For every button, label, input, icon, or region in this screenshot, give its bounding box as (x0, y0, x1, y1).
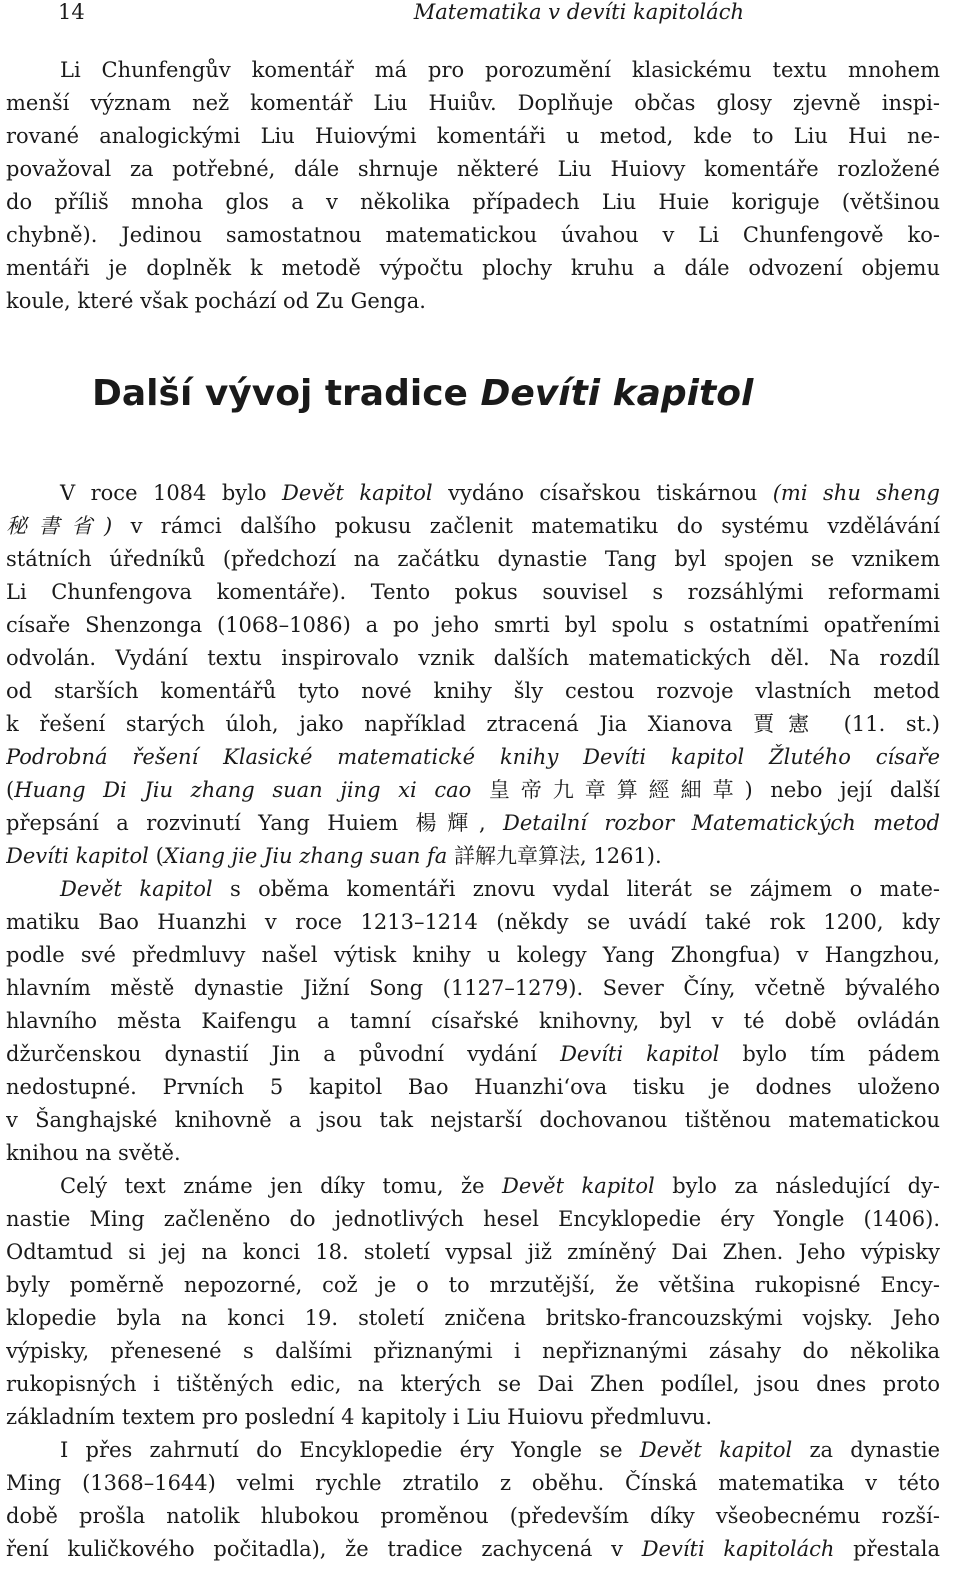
text-line (6, 1170, 940, 1203)
text-line: knihou na světě. (6, 1141, 181, 1165)
paragraph-4 (6, 1434, 940, 1566)
text-run: 皇帝九章算經細草) nebo její další (471, 778, 940, 802)
text-line: klopedie byla na konci 19. století zničena britsko-francouzskými vojsky. Jeho (6, 1306, 940, 1330)
paragraph-1 (6, 477, 940, 873)
text-line: byly poměrně nepozorné, což je o to mrzutější, že většina rukopisné Ency- (6, 1273, 940, 1297)
text-line: menší význam než komentář Liu Huiův. Doplňuje občas glosy zjevně inspi- (6, 91, 940, 115)
text-line: základním textem pro poslední 4 kapitoly i Liu Huiovu předmluvu. (6, 1405, 713, 1429)
italic-term: (mi shu sheng (772, 481, 940, 505)
running-header (6, 0, 940, 30)
text-run: Celý text známe jen díky tomu, že (60, 1174, 503, 1198)
text-run: přestala (834, 1537, 940, 1561)
chinese-term: 秘書省) (6, 514, 113, 538)
text-line: rukopisných i tištěných edic, na kterých se Dai Zhen podílel, jsou dnes proto (6, 1372, 940, 1396)
text-line (6, 477, 940, 510)
text-run: bylo za následující dy- (654, 1174, 940, 1198)
text-run: za dynastie (792, 1438, 940, 1462)
text-line: císaře Shenzonga (1068–1086) a po jeho smrti byl spolu s ostatními opatřeními (6, 613, 940, 637)
text-line: hlavním městě dynastie Jižní Song (1127–1279). Sever Číny, včetně bývalého (6, 976, 940, 1000)
paragraph-3 (6, 1170, 940, 1434)
text-line: do příliš mnoha glos a v několika případech Liu Huie koriguje (většinou (6, 190, 940, 214)
text-run: I přes zahrnutí do Encyklopedie éry Yongle se (60, 1438, 640, 1462)
text-line: od starších komentářů tyto nové knihy šly cestou rozvoje vlastních metod (6, 679, 940, 703)
text-run: přepsání a rozvinutí Yang Huiem 楊輝, (6, 811, 504, 835)
text-line (6, 807, 940, 840)
text-line (6, 873, 940, 906)
text-line: Odtamtud si jej na konci 18. století vypsal již zmíněný Dai Zhen. Jeho výpisky (6, 1240, 940, 1264)
italic-title: Devět kapitol (60, 877, 213, 901)
text-line: Podrobná řešení Klasické matematické knihy Devíti kapitol Žlutého císaře (6, 745, 940, 769)
text-run: v rámci dalšího pokusu začlenit matematiku do systému vzdělávání (112, 514, 940, 538)
section-heading (92, 373, 952, 414)
text-line: považoval za potřebné, dále shrnuje některé Liu Huiovy komentáře rozložené (6, 157, 940, 181)
italic-title: Devíti kapitol (560, 1042, 720, 1066)
italic-term: Huang Di Jiu zhang suan jing xi cao (14, 778, 472, 802)
text-run: 詳解九章算法, 1261). (447, 844, 662, 868)
italic-title: Devět kapitol (281, 481, 433, 505)
text-line: nastie Ming začleněno do jednotlivých hesel Encyklopedie éry Yongle (1406). (6, 1207, 940, 1231)
italic-term: Xiang jie Jiu zhang suan fa (163, 844, 448, 868)
text-run: ření kuličkového počitadla), že tradice zachycená v (6, 1537, 642, 1561)
italic-title: Devíti kapitol (6, 844, 149, 868)
italic-title: Detailní rozbor Matematických metod (503, 811, 940, 835)
text-line (6, 840, 940, 873)
italic-title: Devět kapitol (502, 1174, 655, 1198)
text-run: bylo tím pádem (719, 1042, 940, 1066)
page-number: 14 (58, 0, 85, 24)
text-line: hlavního města Kaifengu a tamní císařské knihovny, byl v té době ovládán (6, 1009, 940, 1033)
text-line (6, 1533, 940, 1566)
text-line: koule, které však pochází od Zu Genga. (6, 289, 426, 313)
text-line: státních úředníků (předchozí na začátku dynastie Tang byl spojen se vznikem (6, 547, 940, 571)
text-line: chybně). Jedinou samostatnou matematickou úvahou v Li Chunfengově ko- (6, 223, 940, 247)
text-run: džurčenskou dynastií Jin a původní vydání (6, 1042, 561, 1066)
text-line: v Šanghajské knihovně a jsou tak nejstarší dochovanou tištěnou matematickou (6, 1108, 940, 1132)
text-line: Ming (1368–1644) velmi rychle ztratilo z oběhu. Čínská matematika v této (6, 1471, 940, 1495)
text-line: mentáři je doplněk k metodě výpočtu plochy kruhu a dále odvození objemu (6, 256, 940, 280)
text-line: nedostupné. Prvních 5 kapitol Bao Huanzhi‘ova tisku je dodnes uloženo (6, 1075, 940, 1099)
text-run: ( (6, 778, 15, 802)
text-line: Li Chunfengův komentář má pro porozumění klasickému textu mnohem (60, 58, 940, 82)
text-line: odvolán. Vydání textu inspirovalo vznik dalších matematických děl. Na rozdíl (6, 646, 940, 670)
section-heading-italic: Devíti kapitol (480, 373, 754, 414)
text-run: V roce 1084 bylo (60, 481, 282, 505)
book-title: Matematika v devíti kapitolách (413, 0, 744, 24)
text-line: době prošla natolik hlubokou proměnou (především díky všeobecnému rozší- (6, 1504, 940, 1528)
intro-paragraph (6, 54, 940, 318)
text-line: podle své předmluvy našel výtisk knihy u kolegy Yang Zhongfua) v Hangzhou, (6, 943, 940, 967)
paragraph-2 (6, 873, 940, 1170)
text-line (6, 510, 940, 543)
text-line (6, 1434, 940, 1467)
italic-title: Devíti kapitolách (641, 1537, 835, 1561)
text-run: s oběma komentáři znovu vydal literát se zájmem o mate- (212, 877, 940, 901)
text-run: vydáno císařskou tiskárnou (432, 481, 773, 505)
text-run: ( (148, 844, 164, 868)
text-line: Li Chunfengova komentáře). Tento pokus souvisel s rozsáhlými reformami (6, 580, 940, 604)
text-line: rované analogickými Liu Huiovými komentáři u metod, kde to Liu Hui ne- (6, 124, 940, 148)
text-line (6, 774, 940, 807)
italic-title: Devět kapitol (639, 1438, 793, 1462)
text-line: výpisky, přenesené s dalšími přiznanými i nepřiznanými zásahy do několika (6, 1339, 940, 1363)
text-line: k řešení starých úloh, jako například ztracená Jia Xianova 賈憲 (11. st.) (6, 712, 940, 736)
text-line: matiku Bao Huanzhi v roce 1213–1214 (někdy se uvádí také rok 1200, kdy (6, 910, 940, 934)
section-heading-text: Další vývoj tradice (92, 373, 481, 414)
text-line (6, 1038, 940, 1071)
